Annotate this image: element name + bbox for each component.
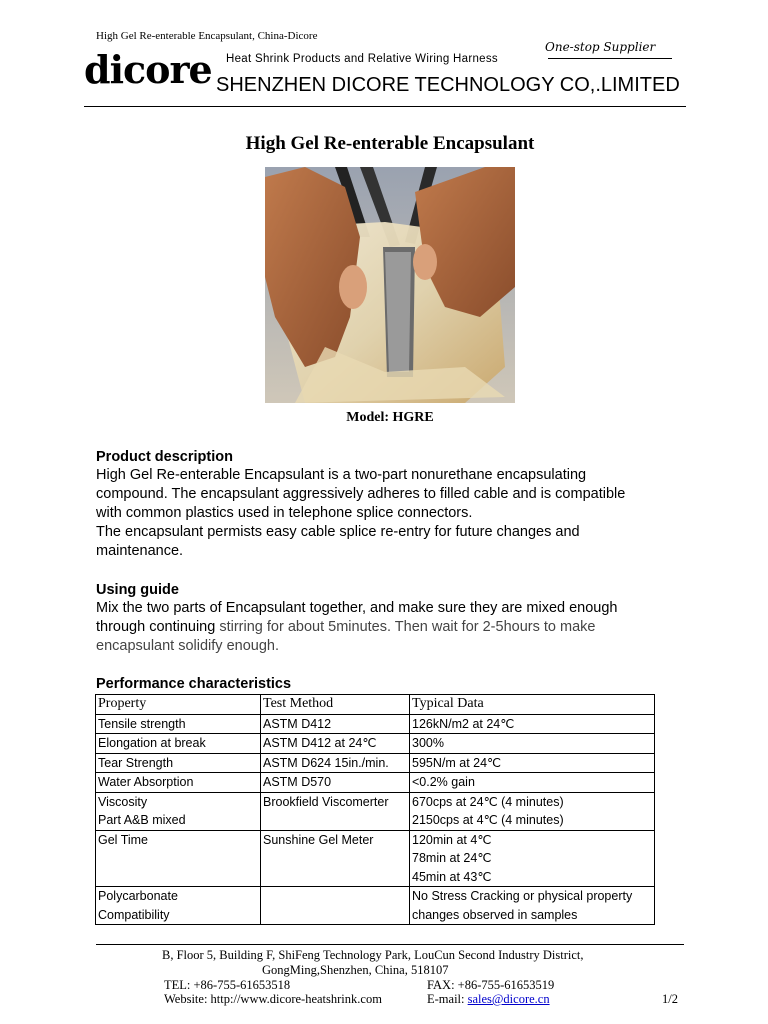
cell-line: changes observed in samples	[412, 907, 578, 922]
cell-line: 2150cps at 4℃ (4 minutes)	[412, 813, 564, 827]
property-cell	[96, 792, 261, 830]
cell-line: 78min at 24℃	[412, 851, 492, 865]
using-guide-heading: Using guide	[96, 582, 179, 598]
cell-line: 120min at 4℃	[412, 832, 492, 847]
slogan-signature: One-stop Supplier	[545, 40, 656, 54]
cell-line: ASTM D412 at 24℃	[263, 736, 377, 750]
column-header-typical-data: Typical Data	[410, 695, 655, 715]
table-body	[96, 714, 655, 925]
footer-tel: TEL: +86-755-61653518	[164, 978, 291, 992]
test-method-cell	[261, 714, 410, 734]
page-number: 1/2	[662, 992, 678, 1006]
cell-line: Tear Strength	[98, 755, 174, 770]
footer-email-link[interactable]: sales@dicore.cn	[467, 992, 550, 1006]
using-guide-text	[96, 599, 676, 656]
property-cell	[96, 714, 261, 734]
typical-data-cell	[410, 887, 655, 925]
product-description-text	[96, 466, 676, 561]
header-divider	[84, 106, 686, 107]
performance-table	[95, 694, 655, 925]
column-header-test-method: Test Method	[261, 695, 410, 715]
guide-line: encapsulant solidify enough.	[96, 638, 279, 654]
cell-line: Viscosity	[98, 794, 148, 809]
footer-fax: FAX: +86-755-61653519	[427, 978, 555, 992]
performance-heading: Performance characteristics	[96, 676, 292, 692]
guide-line-part: stirring for about 5minutes. Then wait for 2-5hours to make	[219, 619, 596, 635]
typical-data-cell	[410, 734, 655, 754]
description-line: The encapsulant permists easy cable splice re-entry for future changes and	[96, 524, 580, 540]
cell-line: Part A&B mixed	[98, 813, 186, 827]
cell-line: 595N/m at 24℃	[412, 755, 502, 770]
typical-data-cell	[410, 830, 655, 887]
test-method-cell	[261, 753, 410, 773]
product-photo	[265, 167, 515, 403]
slogan-underline	[548, 58, 672, 59]
cell-line: ASTM D570	[263, 775, 332, 789]
table-row	[96, 753, 655, 773]
document-header-title: High Gel Re-enterable Encapsulant, China-Dicore	[96, 30, 318, 42]
test-method-cell	[261, 887, 410, 925]
cell-line: ASTM D624 15in./min.	[263, 755, 389, 770]
page-title: High Gel Re-enterable Encapsulant	[245, 133, 535, 154]
typical-data-cell	[410, 773, 655, 793]
dicore-logo: dicore	[84, 47, 212, 92]
table-row	[96, 734, 655, 754]
cell-line: Elongation at break	[98, 736, 206, 750]
cell-line: Compatibility	[98, 907, 170, 922]
footer-address-line1: B, Floor 5, Building F, ShiFeng Technology Park, LouCun Second Industry District,	[162, 948, 584, 962]
property-cell	[96, 830, 261, 887]
test-method-cell	[261, 830, 410, 887]
cell-line: Water Absorption	[98, 775, 194, 789]
footer-email-label: E-mail:	[427, 992, 468, 1006]
cell-line: No Stress Cracking or physical property	[412, 889, 633, 903]
footer-email-block	[427, 992, 550, 1007]
typical-data-cell	[410, 792, 655, 830]
guide-line-part: through continuing	[96, 619, 220, 635]
column-header-property: Property	[96, 695, 261, 715]
description-line: maintenance.	[96, 543, 184, 559]
property-cell	[96, 734, 261, 754]
footer-address-line2: GongMing,Shenzhen, China, 518107	[262, 963, 449, 977]
product-description-heading: Product description	[96, 449, 233, 465]
typical-data-cell	[410, 753, 655, 773]
table-row	[96, 714, 655, 734]
footer-divider	[96, 944, 684, 945]
cell-line: Brookfield Viscomerter	[263, 794, 389, 809]
company-name: SHENZHEN DICORE TECHNOLOGY CO,.LIMITED	[216, 74, 680, 96]
footer-website[interactable]: Website: http://www.dicore-heatshrink.com	[164, 992, 382, 1006]
table-row	[96, 792, 655, 830]
cell-line: Gel Time	[98, 832, 149, 847]
cell-line: Tensile strength	[98, 716, 186, 731]
cell-line: Sunshine Gel Meter	[263, 832, 374, 847]
cell-line: 300%	[412, 736, 444, 750]
table-row	[96, 887, 655, 925]
typical-data-cell	[410, 714, 655, 734]
guide-line: Mix the two parts of Encapsulant together, and make sure they are mixed enough	[96, 600, 618, 616]
description-line: High Gel Re-enterable Encapsulant is a two-part nonurethane encapsulating	[96, 467, 587, 483]
model-label: Model: HGRE	[346, 410, 434, 425]
test-method-cell	[261, 773, 410, 793]
company-tagline: Heat Shrink Products and Relative Wiring Harness	[226, 53, 498, 65]
cell-line: 670cps at 24℃ (4 minutes)	[412, 794, 564, 809]
cell-line: 45min at 43℃	[412, 869, 492, 884]
table-row	[96, 773, 655, 793]
cell-line: 126kN/m2 at 24℃	[412, 716, 515, 731]
guide-line	[96, 618, 676, 637]
property-cell	[96, 887, 261, 925]
description-line: compound. The encapsulant aggressively adheres to filled cable and is compatible	[96, 486, 626, 502]
cell-line: Polycarbonate	[98, 889, 178, 903]
description-line: with common plastics used in telephone splice connectors.	[96, 505, 473, 521]
test-method-cell	[261, 734, 410, 754]
table-header-row	[96, 695, 655, 715]
cell-line	[263, 887, 407, 906]
test-method-cell	[261, 792, 410, 830]
cell-line: ASTM D412	[263, 716, 332, 731]
cell-line: <0.2% gain	[412, 775, 475, 789]
property-cell	[96, 773, 261, 793]
property-cell	[96, 753, 261, 773]
table-row	[96, 830, 655, 887]
